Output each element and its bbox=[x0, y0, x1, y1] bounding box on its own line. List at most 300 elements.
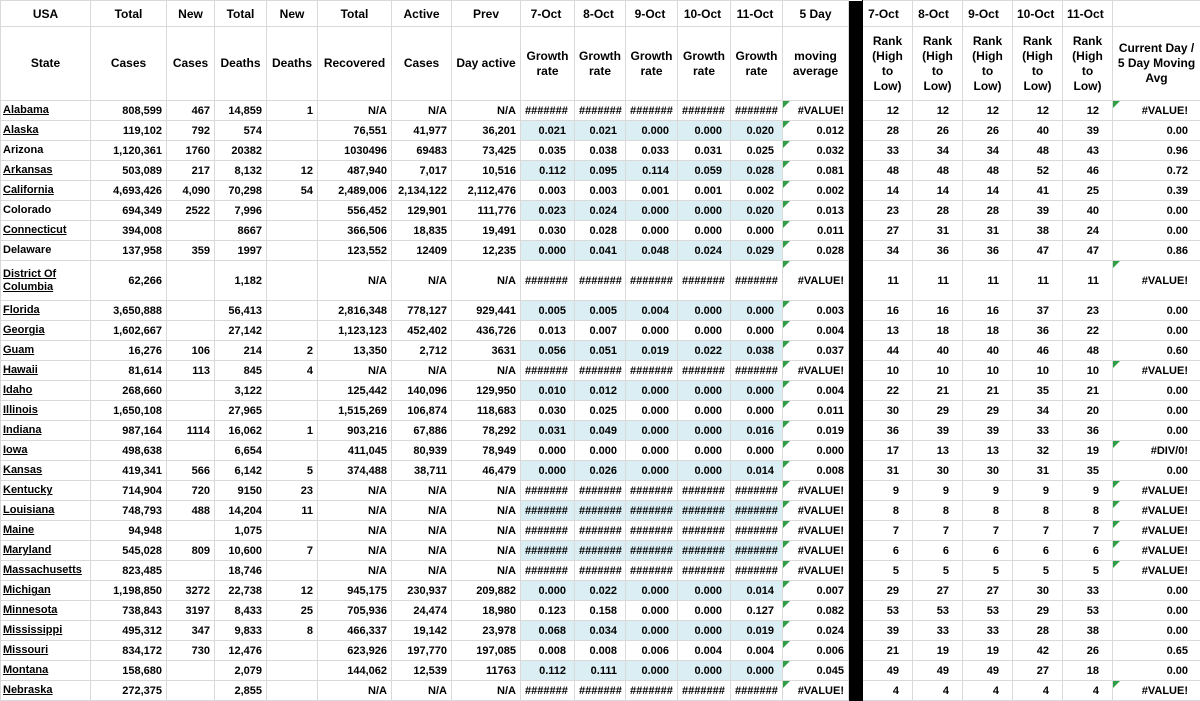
new-cases-cell[interactable] bbox=[167, 261, 215, 301]
moving-average-cell[interactable]: 0.045 bbox=[783, 661, 849, 681]
growth-rate-cell[interactable]: 0.025 bbox=[575, 401, 626, 421]
growth-rate-cell[interactable]: 0.000 bbox=[521, 461, 575, 481]
current-day-ratio-cell[interactable]: 0.00 bbox=[1113, 201, 1200, 221]
growth-rate-cell[interactable]: 0.068 bbox=[521, 621, 575, 641]
growth-rate-cell[interactable]: ####### bbox=[521, 521, 575, 541]
rank-cell[interactable]: 11 bbox=[1063, 261, 1113, 301]
prev-day-active-cell[interactable]: 73,425 bbox=[452, 141, 521, 161]
rank-cell[interactable]: 13 bbox=[863, 321, 913, 341]
total-recovered-cell[interactable]: 903,216 bbox=[318, 421, 392, 441]
growth-rate-cell[interactable]: 0.095 bbox=[575, 161, 626, 181]
total-deaths-cell[interactable]: 56,413 bbox=[215, 301, 267, 321]
header-rank-date-11oct[interactable]: 11-Oct bbox=[1063, 1, 1113, 27]
new-deaths-cell[interactable] bbox=[267, 441, 318, 461]
rank-cell[interactable]: 35 bbox=[1063, 461, 1113, 481]
new-deaths-cell[interactable]: 54 bbox=[267, 181, 318, 201]
growth-rate-cell[interactable]: ####### bbox=[575, 521, 626, 541]
total-recovered-cell[interactable]: 2,816,348 bbox=[318, 301, 392, 321]
state-name-cell[interactable]: District Of Columbia bbox=[1, 261, 91, 301]
growth-rate-cell[interactable]: 0.035 bbox=[521, 141, 575, 161]
state-name-cell[interactable]: Connecticut bbox=[1, 221, 91, 241]
new-cases-cell[interactable]: 720 bbox=[167, 481, 215, 501]
total-deaths-cell[interactable]: 20382 bbox=[215, 141, 267, 161]
rank-cell[interactable]: 10 bbox=[1063, 361, 1113, 381]
total-deaths-cell[interactable]: 27,142 bbox=[215, 321, 267, 341]
growth-rate-cell[interactable]: ####### bbox=[626, 541, 678, 561]
total-cases-cell[interactable]: 268,660 bbox=[91, 381, 167, 401]
active-cases-cell[interactable]: 2,712 bbox=[392, 341, 452, 361]
prev-day-active-cell[interactable]: N/A bbox=[452, 521, 521, 541]
current-day-ratio-cell[interactable]: 0.60 bbox=[1113, 341, 1200, 361]
new-cases-cell[interactable] bbox=[167, 221, 215, 241]
total-cases-cell[interactable]: 1,602,667 bbox=[91, 321, 167, 341]
rank-cell[interactable]: 6 bbox=[863, 541, 913, 561]
total-cases-cell[interactable]: 495,312 bbox=[91, 621, 167, 641]
moving-average-cell[interactable]: 0.007 bbox=[783, 581, 849, 601]
header-ratio-top[interactable] bbox=[1113, 1, 1200, 27]
total-cases-cell[interactable]: 1,120,361 bbox=[91, 141, 167, 161]
growth-rate-cell[interactable]: 0.030 bbox=[521, 221, 575, 241]
header-rank-date-8oct[interactable]: 8-Oct bbox=[913, 1, 963, 27]
rank-cell[interactable]: 49 bbox=[863, 661, 913, 681]
total-recovered-cell[interactable]: 2,489,006 bbox=[318, 181, 392, 201]
growth-rate-cell[interactable]: 0.051 bbox=[575, 341, 626, 361]
current-day-ratio-cell[interactable]: 0.00 bbox=[1113, 321, 1200, 341]
new-deaths-cell[interactable] bbox=[267, 201, 318, 221]
rank-cell[interactable]: 18 bbox=[963, 321, 1013, 341]
prev-day-active-cell[interactable]: 929,441 bbox=[452, 301, 521, 321]
active-cases-cell[interactable]: 2,134,122 bbox=[392, 181, 452, 201]
moving-average-cell[interactable]: 0.011 bbox=[783, 401, 849, 421]
moving-average-cell[interactable]: #VALUE! bbox=[783, 681, 849, 701]
total-recovered-cell[interactable]: N/A bbox=[318, 261, 392, 301]
rank-cell[interactable]: 27 bbox=[1013, 661, 1063, 681]
total-deaths-cell[interactable]: 8,433 bbox=[215, 601, 267, 621]
prev-day-active-cell[interactable]: 10,516 bbox=[452, 161, 521, 181]
rank-cell[interactable]: 40 bbox=[963, 341, 1013, 361]
header-rank-8oct[interactable]: Rank (High to Low) bbox=[913, 27, 963, 101]
moving-average-cell[interactable]: 0.002 bbox=[783, 181, 849, 201]
rank-cell[interactable]: 10 bbox=[1013, 361, 1063, 381]
active-cases-cell[interactable]: 129,901 bbox=[392, 201, 452, 221]
header-growth-date-10oct[interactable]: 10-Oct bbox=[678, 1, 731, 27]
header-growth-rate-10oct[interactable]: Growth rate bbox=[678, 27, 731, 101]
new-cases-cell[interactable]: 467 bbox=[167, 101, 215, 121]
rank-cell[interactable]: 36 bbox=[913, 241, 963, 261]
rank-cell[interactable]: 4 bbox=[863, 681, 913, 701]
growth-rate-cell[interactable]: 0.000 bbox=[678, 301, 731, 321]
prev-day-active-cell[interactable]: 18,980 bbox=[452, 601, 521, 621]
rank-cell[interactable]: 7 bbox=[1013, 521, 1063, 541]
rank-cell[interactable]: 5 bbox=[1013, 561, 1063, 581]
rank-cell[interactable]: 23 bbox=[863, 201, 913, 221]
active-cases-cell[interactable]: 69483 bbox=[392, 141, 452, 161]
growth-rate-cell[interactable]: 0.000 bbox=[678, 321, 731, 341]
new-cases-cell[interactable]: 217 bbox=[167, 161, 215, 181]
new-cases-cell[interactable] bbox=[167, 381, 215, 401]
growth-rate-cell[interactable]: 0.000 bbox=[678, 461, 731, 481]
active-cases-cell[interactable]: 140,096 bbox=[392, 381, 452, 401]
rank-cell[interactable]: 12 bbox=[913, 101, 963, 121]
rank-cell[interactable]: 8 bbox=[1013, 501, 1063, 521]
header-growth-rate-8oct[interactable]: Growth rate bbox=[575, 27, 626, 101]
total-recovered-cell[interactable]: 411,045 bbox=[318, 441, 392, 461]
current-day-ratio-cell[interactable]: #VALUE! bbox=[1113, 361, 1200, 381]
rank-cell[interactable]: 22 bbox=[863, 381, 913, 401]
growth-rate-cell[interactable]: 0.022 bbox=[678, 341, 731, 361]
growth-rate-cell[interactable]: 0.158 bbox=[575, 601, 626, 621]
active-cases-cell[interactable]: 24,474 bbox=[392, 601, 452, 621]
new-cases-cell[interactable]: 3197 bbox=[167, 601, 215, 621]
new-deaths-cell[interactable]: 25 bbox=[267, 601, 318, 621]
total-cases-cell[interactable]: 3,650,888 bbox=[91, 301, 167, 321]
total-deaths-cell[interactable]: 16,062 bbox=[215, 421, 267, 441]
rank-cell[interactable]: 38 bbox=[1063, 621, 1113, 641]
active-cases-cell[interactable]: N/A bbox=[392, 541, 452, 561]
state-name-cell[interactable]: Delaware bbox=[1, 241, 91, 261]
prev-day-active-cell[interactable]: N/A bbox=[452, 101, 521, 121]
total-cases-cell[interactable]: 834,172 bbox=[91, 641, 167, 661]
rank-cell[interactable]: 7 bbox=[913, 521, 963, 541]
growth-rate-cell[interactable]: ####### bbox=[521, 561, 575, 581]
rank-cell[interactable]: 39 bbox=[913, 421, 963, 441]
new-cases-cell[interactable]: 359 bbox=[167, 241, 215, 261]
prev-day-active-cell[interactable]: 111,776 bbox=[452, 201, 521, 221]
moving-average-cell[interactable]: 0.082 bbox=[783, 601, 849, 621]
active-cases-cell[interactable]: 67,886 bbox=[392, 421, 452, 441]
active-cases-cell[interactable]: 452,402 bbox=[392, 321, 452, 341]
growth-rate-cell[interactable]: 0.031 bbox=[678, 141, 731, 161]
prev-day-active-cell[interactable]: N/A bbox=[452, 481, 521, 501]
growth-rate-cell[interactable]: 0.026 bbox=[575, 461, 626, 481]
rank-cell[interactable]: 34 bbox=[913, 141, 963, 161]
current-day-ratio-cell[interactable]: 0.00 bbox=[1113, 221, 1200, 241]
rank-cell[interactable]: 11 bbox=[863, 261, 913, 301]
growth-rate-cell[interactable]: 0.000 bbox=[731, 221, 783, 241]
growth-rate-cell[interactable]: ####### bbox=[678, 561, 731, 581]
growth-rate-cell[interactable]: 0.023 bbox=[521, 201, 575, 221]
total-cases-cell[interactable]: 545,028 bbox=[91, 541, 167, 561]
rank-cell[interactable]: 6 bbox=[1013, 541, 1063, 561]
growth-rate-cell[interactable]: 0.000 bbox=[626, 581, 678, 601]
total-cases-cell[interactable]: 503,089 bbox=[91, 161, 167, 181]
growth-rate-cell[interactable]: 0.038 bbox=[575, 141, 626, 161]
growth-rate-cell[interactable]: ####### bbox=[575, 501, 626, 521]
current-day-ratio-cell[interactable]: 0.00 bbox=[1113, 581, 1200, 601]
growth-rate-cell[interactable]: ####### bbox=[575, 681, 626, 701]
rank-cell[interactable]: 29 bbox=[863, 581, 913, 601]
rank-cell[interactable]: 48 bbox=[1063, 341, 1113, 361]
moving-average-cell[interactable]: 0.019 bbox=[783, 421, 849, 441]
prev-day-active-cell[interactable]: 3631 bbox=[452, 341, 521, 361]
total-recovered-cell[interactable]: 556,452 bbox=[318, 201, 392, 221]
growth-rate-cell[interactable]: 0.005 bbox=[575, 301, 626, 321]
state-name-cell[interactable]: Maryland bbox=[1, 541, 91, 561]
growth-rate-cell[interactable]: 0.056 bbox=[521, 341, 575, 361]
rank-cell[interactable]: 14 bbox=[863, 181, 913, 201]
new-deaths-cell[interactable] bbox=[267, 141, 318, 161]
new-cases-cell[interactable] bbox=[167, 681, 215, 701]
rank-cell[interactable]: 52 bbox=[1013, 161, 1063, 181]
active-cases-cell[interactable]: 12,539 bbox=[392, 661, 452, 681]
active-cases-cell[interactable]: 18,835 bbox=[392, 221, 452, 241]
total-deaths-cell[interactable]: 1,075 bbox=[215, 521, 267, 541]
header-new-deaths-top[interactable]: New bbox=[267, 1, 318, 27]
rank-cell[interactable]: 12 bbox=[1063, 101, 1113, 121]
rank-cell[interactable]: 6 bbox=[913, 541, 963, 561]
total-deaths-cell[interactable]: 1,182 bbox=[215, 261, 267, 301]
total-recovered-cell[interactable]: 1,515,269 bbox=[318, 401, 392, 421]
header-active-cases[interactable]: Cases bbox=[392, 27, 452, 101]
growth-rate-cell[interactable]: ####### bbox=[678, 481, 731, 501]
moving-average-cell[interactable]: #VALUE! bbox=[783, 361, 849, 381]
new-deaths-cell[interactable] bbox=[267, 321, 318, 341]
growth-rate-cell[interactable]: ####### bbox=[626, 101, 678, 121]
state-name-cell[interactable]: Arizona bbox=[1, 141, 91, 161]
rank-cell[interactable]: 27 bbox=[963, 581, 1013, 601]
growth-rate-cell[interactable]: 0.000 bbox=[626, 201, 678, 221]
growth-rate-cell[interactable]: 0.004 bbox=[678, 641, 731, 661]
rank-cell[interactable]: 46 bbox=[1013, 341, 1063, 361]
growth-rate-cell[interactable]: ####### bbox=[575, 541, 626, 561]
current-day-ratio-cell[interactable]: 0.00 bbox=[1113, 601, 1200, 621]
growth-rate-cell[interactable]: ####### bbox=[731, 561, 783, 581]
new-cases-cell[interactable]: 1760 bbox=[167, 141, 215, 161]
state-name-cell[interactable]: Guam bbox=[1, 341, 91, 361]
rank-cell[interactable]: 7 bbox=[963, 521, 1013, 541]
growth-rate-cell[interactable]: 0.014 bbox=[731, 581, 783, 601]
current-day-ratio-cell[interactable]: #VALUE! bbox=[1113, 521, 1200, 541]
active-cases-cell[interactable]: 230,937 bbox=[392, 581, 452, 601]
growth-rate-cell[interactable]: ####### bbox=[678, 501, 731, 521]
growth-rate-cell[interactable]: ####### bbox=[626, 361, 678, 381]
header-prev-top[interactable]: Prev bbox=[452, 1, 521, 27]
rank-cell[interactable]: 21 bbox=[963, 381, 1013, 401]
new-deaths-cell[interactable] bbox=[267, 641, 318, 661]
total-deaths-cell[interactable]: 27,965 bbox=[215, 401, 267, 421]
growth-rate-cell[interactable]: 0.028 bbox=[731, 161, 783, 181]
rank-cell[interactable]: 47 bbox=[1063, 241, 1113, 261]
header-new-deaths[interactable]: Deaths bbox=[267, 27, 318, 101]
rank-cell[interactable]: 21 bbox=[863, 641, 913, 661]
moving-average-cell[interactable]: 0.081 bbox=[783, 161, 849, 181]
current-day-ratio-cell[interactable]: 0.00 bbox=[1113, 421, 1200, 441]
header-rank-11oct[interactable]: Rank (High to Low) bbox=[1063, 27, 1113, 101]
new-cases-cell[interactable] bbox=[167, 441, 215, 461]
total-deaths-cell[interactable]: 22,738 bbox=[215, 581, 267, 601]
total-cases-cell[interactable]: 738,843 bbox=[91, 601, 167, 621]
rank-cell[interactable]: 9 bbox=[913, 481, 963, 501]
growth-rate-cell[interactable]: 0.000 bbox=[626, 381, 678, 401]
total-recovered-cell[interactable]: 374,488 bbox=[318, 461, 392, 481]
growth-rate-cell[interactable]: 0.003 bbox=[521, 181, 575, 201]
total-recovered-cell[interactable]: N/A bbox=[318, 561, 392, 581]
active-cases-cell[interactable]: 7,017 bbox=[392, 161, 452, 181]
rank-cell[interactable]: 20 bbox=[1063, 401, 1113, 421]
prev-day-active-cell[interactable]: 23,978 bbox=[452, 621, 521, 641]
total-recovered-cell[interactable]: N/A bbox=[318, 361, 392, 381]
new-deaths-cell[interactable]: 2 bbox=[267, 341, 318, 361]
growth-rate-cell[interactable]: ####### bbox=[575, 481, 626, 501]
state-name-cell[interactable]: Missouri bbox=[1, 641, 91, 661]
new-cases-cell[interactable]: 3272 bbox=[167, 581, 215, 601]
rank-cell[interactable]: 29 bbox=[913, 401, 963, 421]
rank-cell[interactable]: 26 bbox=[963, 121, 1013, 141]
rank-cell[interactable]: 4 bbox=[913, 681, 963, 701]
new-deaths-cell[interactable]: 1 bbox=[267, 421, 318, 441]
rank-cell[interactable]: 16 bbox=[963, 301, 1013, 321]
growth-rate-cell[interactable]: 0.059 bbox=[678, 161, 731, 181]
total-cases-cell[interactable]: 419,341 bbox=[91, 461, 167, 481]
growth-rate-cell[interactable]: 0.000 bbox=[731, 321, 783, 341]
prev-day-active-cell[interactable]: 11763 bbox=[452, 661, 521, 681]
growth-rate-cell[interactable]: 0.002 bbox=[731, 181, 783, 201]
current-day-ratio-cell[interactable]: #VALUE! bbox=[1113, 681, 1200, 701]
growth-rate-cell[interactable]: 0.000 bbox=[521, 441, 575, 461]
growth-rate-cell[interactable]: 0.000 bbox=[678, 221, 731, 241]
new-deaths-cell[interactable] bbox=[267, 561, 318, 581]
rank-cell[interactable]: 31 bbox=[913, 221, 963, 241]
new-deaths-cell[interactable]: 11 bbox=[267, 501, 318, 521]
state-name-cell[interactable]: Kansas bbox=[1, 461, 91, 481]
total-deaths-cell[interactable]: 1997 bbox=[215, 241, 267, 261]
rank-cell[interactable]: 37 bbox=[1013, 301, 1063, 321]
header-prev-day-active[interactable]: Day active bbox=[452, 27, 521, 101]
growth-rate-cell[interactable]: 0.024 bbox=[575, 201, 626, 221]
growth-rate-cell[interactable]: 0.020 bbox=[731, 201, 783, 221]
growth-rate-cell[interactable]: ####### bbox=[521, 261, 575, 301]
total-deaths-cell[interactable]: 214 bbox=[215, 341, 267, 361]
moving-average-cell[interactable]: 0.037 bbox=[783, 341, 849, 361]
prev-day-active-cell[interactable]: 36,201 bbox=[452, 121, 521, 141]
new-deaths-cell[interactable]: 1 bbox=[267, 101, 318, 121]
growth-rate-cell[interactable]: 0.038 bbox=[731, 341, 783, 361]
prev-day-active-cell[interactable]: 46,479 bbox=[452, 461, 521, 481]
moving-average-cell[interactable]: 0.008 bbox=[783, 461, 849, 481]
total-recovered-cell[interactable]: N/A bbox=[318, 681, 392, 701]
state-name-cell[interactable]: Nebraska bbox=[1, 681, 91, 701]
moving-average-cell[interactable]: 0.013 bbox=[783, 201, 849, 221]
rank-cell[interactable]: 14 bbox=[963, 181, 1013, 201]
rank-cell[interactable]: 26 bbox=[913, 121, 963, 141]
rank-cell[interactable]: 9 bbox=[1063, 481, 1113, 501]
growth-rate-cell[interactable]: 0.000 bbox=[626, 321, 678, 341]
state-name-cell[interactable]: Colorado bbox=[1, 201, 91, 221]
rank-cell[interactable]: 48 bbox=[913, 161, 963, 181]
rank-cell[interactable]: 31 bbox=[863, 461, 913, 481]
growth-rate-cell[interactable]: ####### bbox=[731, 481, 783, 501]
total-cases-cell[interactable]: 81,614 bbox=[91, 361, 167, 381]
rank-cell[interactable]: 13 bbox=[963, 441, 1013, 461]
rank-cell[interactable]: 40 bbox=[1013, 121, 1063, 141]
moving-average-cell[interactable]: 0.004 bbox=[783, 381, 849, 401]
active-cases-cell[interactable]: 41,977 bbox=[392, 121, 452, 141]
rank-cell[interactable]: 19 bbox=[1063, 441, 1113, 461]
header-moving-average[interactable]: moving average bbox=[783, 27, 849, 101]
active-cases-cell[interactable]: N/A bbox=[392, 101, 452, 121]
state-name-cell[interactable]: Georgia bbox=[1, 321, 91, 341]
state-name-cell[interactable]: Illinois bbox=[1, 401, 91, 421]
rank-cell[interactable]: 47 bbox=[1013, 241, 1063, 261]
new-cases-cell[interactable]: 809 bbox=[167, 541, 215, 561]
current-day-ratio-cell[interactable]: 0.00 bbox=[1113, 381, 1200, 401]
total-deaths-cell[interactable]: 8667 bbox=[215, 221, 267, 241]
state-name-cell[interactable]: Michigan bbox=[1, 581, 91, 601]
header-total-recovered[interactable]: Recovered bbox=[318, 27, 392, 101]
total-recovered-cell[interactable]: 623,926 bbox=[318, 641, 392, 661]
total-recovered-cell[interactable]: 123,552 bbox=[318, 241, 392, 261]
rank-cell[interactable]: 31 bbox=[963, 221, 1013, 241]
total-deaths-cell[interactable]: 9,833 bbox=[215, 621, 267, 641]
growth-rate-cell[interactable]: ####### bbox=[626, 521, 678, 541]
growth-rate-cell[interactable]: ####### bbox=[575, 561, 626, 581]
rank-cell[interactable]: 36 bbox=[963, 241, 1013, 261]
new-cases-cell[interactable]: 4,090 bbox=[167, 181, 215, 201]
state-name-cell[interactable]: Hawaii bbox=[1, 361, 91, 381]
new-deaths-cell[interactable] bbox=[267, 401, 318, 421]
new-deaths-cell[interactable] bbox=[267, 661, 318, 681]
growth-rate-cell[interactable]: 0.014 bbox=[731, 461, 783, 481]
growth-rate-cell[interactable]: 0.005 bbox=[521, 301, 575, 321]
header-total-deaths[interactable]: Deaths bbox=[215, 27, 267, 101]
new-deaths-cell[interactable] bbox=[267, 521, 318, 541]
growth-rate-cell[interactable]: 0.000 bbox=[521, 241, 575, 261]
new-cases-cell[interactable] bbox=[167, 561, 215, 581]
rank-cell[interactable]: 41 bbox=[1013, 181, 1063, 201]
total-deaths-cell[interactable]: 70,298 bbox=[215, 181, 267, 201]
new-cases-cell[interactable]: 566 bbox=[167, 461, 215, 481]
rank-cell[interactable]: 32 bbox=[1013, 441, 1063, 461]
prev-day-active-cell[interactable]: 2,112,476 bbox=[452, 181, 521, 201]
growth-rate-cell[interactable]: ####### bbox=[575, 361, 626, 381]
active-cases-cell[interactable]: 19,142 bbox=[392, 621, 452, 641]
growth-rate-cell[interactable]: 0.112 bbox=[521, 661, 575, 681]
current-day-ratio-cell[interactable]: #VALUE! bbox=[1113, 501, 1200, 521]
rank-cell[interactable]: 12 bbox=[963, 101, 1013, 121]
state-name-cell[interactable]: California bbox=[1, 181, 91, 201]
rank-cell[interactable]: 53 bbox=[1063, 601, 1113, 621]
total-cases-cell[interactable]: 4,693,426 bbox=[91, 181, 167, 201]
rank-cell[interactable]: 36 bbox=[863, 421, 913, 441]
total-deaths-cell[interactable]: 8,132 bbox=[215, 161, 267, 181]
total-recovered-cell[interactable]: N/A bbox=[318, 501, 392, 521]
rank-cell[interactable]: 26 bbox=[1063, 641, 1113, 661]
total-recovered-cell[interactable]: 466,337 bbox=[318, 621, 392, 641]
growth-rate-cell[interactable]: 0.012 bbox=[575, 381, 626, 401]
rank-cell[interactable]: 30 bbox=[963, 461, 1013, 481]
growth-rate-cell[interactable]: 0.000 bbox=[731, 401, 783, 421]
prev-day-active-cell[interactable]: N/A bbox=[452, 361, 521, 381]
growth-rate-cell[interactable]: ####### bbox=[521, 541, 575, 561]
growth-rate-cell[interactable]: 0.000 bbox=[678, 421, 731, 441]
growth-rate-cell[interactable]: 0.000 bbox=[731, 661, 783, 681]
growth-rate-cell[interactable]: 0.004 bbox=[626, 301, 678, 321]
rank-cell[interactable]: 5 bbox=[913, 561, 963, 581]
rank-cell[interactable]: 11 bbox=[1013, 261, 1063, 301]
total-cases-cell[interactable]: 137,958 bbox=[91, 241, 167, 261]
rank-cell[interactable]: 53 bbox=[913, 601, 963, 621]
current-day-ratio-cell[interactable]: #VALUE! bbox=[1113, 261, 1200, 301]
rank-cell[interactable]: 39 bbox=[1013, 201, 1063, 221]
new-deaths-cell[interactable] bbox=[267, 121, 318, 141]
total-deaths-cell[interactable]: 14,859 bbox=[215, 101, 267, 121]
total-cases-cell[interactable]: 694,349 bbox=[91, 201, 167, 221]
prev-day-active-cell[interactable]: 209,882 bbox=[452, 581, 521, 601]
prev-day-active-cell[interactable]: 436,726 bbox=[452, 321, 521, 341]
rank-cell[interactable]: 9 bbox=[963, 481, 1013, 501]
rank-cell[interactable]: 44 bbox=[863, 341, 913, 361]
rank-cell[interactable]: 28 bbox=[863, 121, 913, 141]
